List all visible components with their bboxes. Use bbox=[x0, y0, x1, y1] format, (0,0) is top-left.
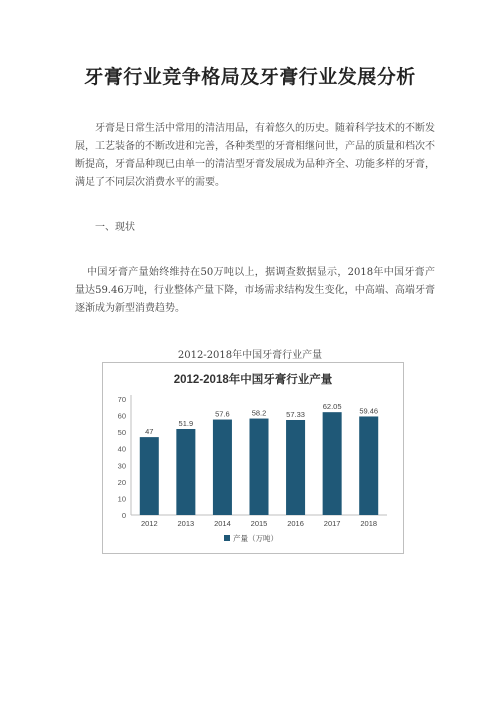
production-bar-chart bbox=[103, 363, 403, 553]
legend-swatch bbox=[224, 535, 230, 541]
y-tick-label: 60 bbox=[117, 411, 126, 421]
bar bbox=[176, 429, 195, 515]
bar-value-label: 57.6 bbox=[215, 409, 230, 419]
intro-paragraph: 牙膏是日常生活中常用的清洁用品，有着悠久的历史。随着科学技术的不断发展，工艺装备的不断改进和完善，各种类型的牙膏相继问世，产品的质量和档次不断提高，牙膏品种现已由单一的清洁型牙膏发展成为品种齐全、功能多样的牙膏，满足了不同层次消费水平的需要。 bbox=[75, 123, 435, 188]
bar-value-label: 47 bbox=[145, 427, 154, 437]
chart-caption: 2012-2018年中国牙膏行业产量 bbox=[177, 350, 323, 361]
x-tick-label: 2012 bbox=[140, 519, 158, 528]
x-tick-label: 2016 bbox=[287, 519, 304, 528]
bar-value-label: 57.33 bbox=[286, 409, 305, 419]
x-tick-label: 2014 bbox=[214, 519, 231, 528]
chart-frame bbox=[102, 362, 404, 554]
bar-value-label: 51.9 bbox=[178, 418, 194, 428]
bar bbox=[323, 412, 342, 515]
bar bbox=[140, 437, 159, 515]
y-tick-label: 0 bbox=[121, 511, 126, 520]
y-tick-label: 70 bbox=[117, 395, 126, 404]
bar-value-label: 58.2 bbox=[251, 408, 267, 418]
bar-value-label: 62.05 bbox=[322, 402, 342, 412]
y-tick-label: 10 bbox=[117, 494, 126, 504]
x-tick-label: 2017 bbox=[323, 519, 341, 528]
y-tick-label: 40 bbox=[117, 444, 126, 454]
status-paragraph: 中国牙膏产量始终维持在50万吨以上，据调查数据显示，2018年中国牙膏产量达59.46万吨，行业整体产量下降，市场需求结构发生变化，中高端、高端牙膏逐渐成为新型消费趋势。 bbox=[75, 267, 435, 314]
y-tick-label: 50 bbox=[117, 428, 126, 438]
bar bbox=[213, 420, 232, 515]
x-tick-label: 2013 bbox=[177, 519, 195, 528]
bar-value-label: 59.46 bbox=[359, 406, 379, 416]
chart-title: 2012-2018年中国牙膏行业产量 bbox=[173, 374, 333, 386]
legend-label: 产量（万吨） bbox=[233, 534, 278, 543]
x-tick-label: 2018 bbox=[360, 519, 378, 528]
page-title: 牙膏行业竞争格局及牙膏行业发展分析 bbox=[84, 66, 416, 88]
bar bbox=[359, 416, 378, 515]
x-tick-label: 2015 bbox=[250, 519, 268, 528]
bar bbox=[286, 420, 305, 515]
bar bbox=[249, 419, 268, 515]
section-heading: 一、现状 bbox=[95, 222, 135, 233]
y-tick-label: 20 bbox=[117, 477, 126, 487]
y-tick-label: 30 bbox=[117, 461, 126, 471]
